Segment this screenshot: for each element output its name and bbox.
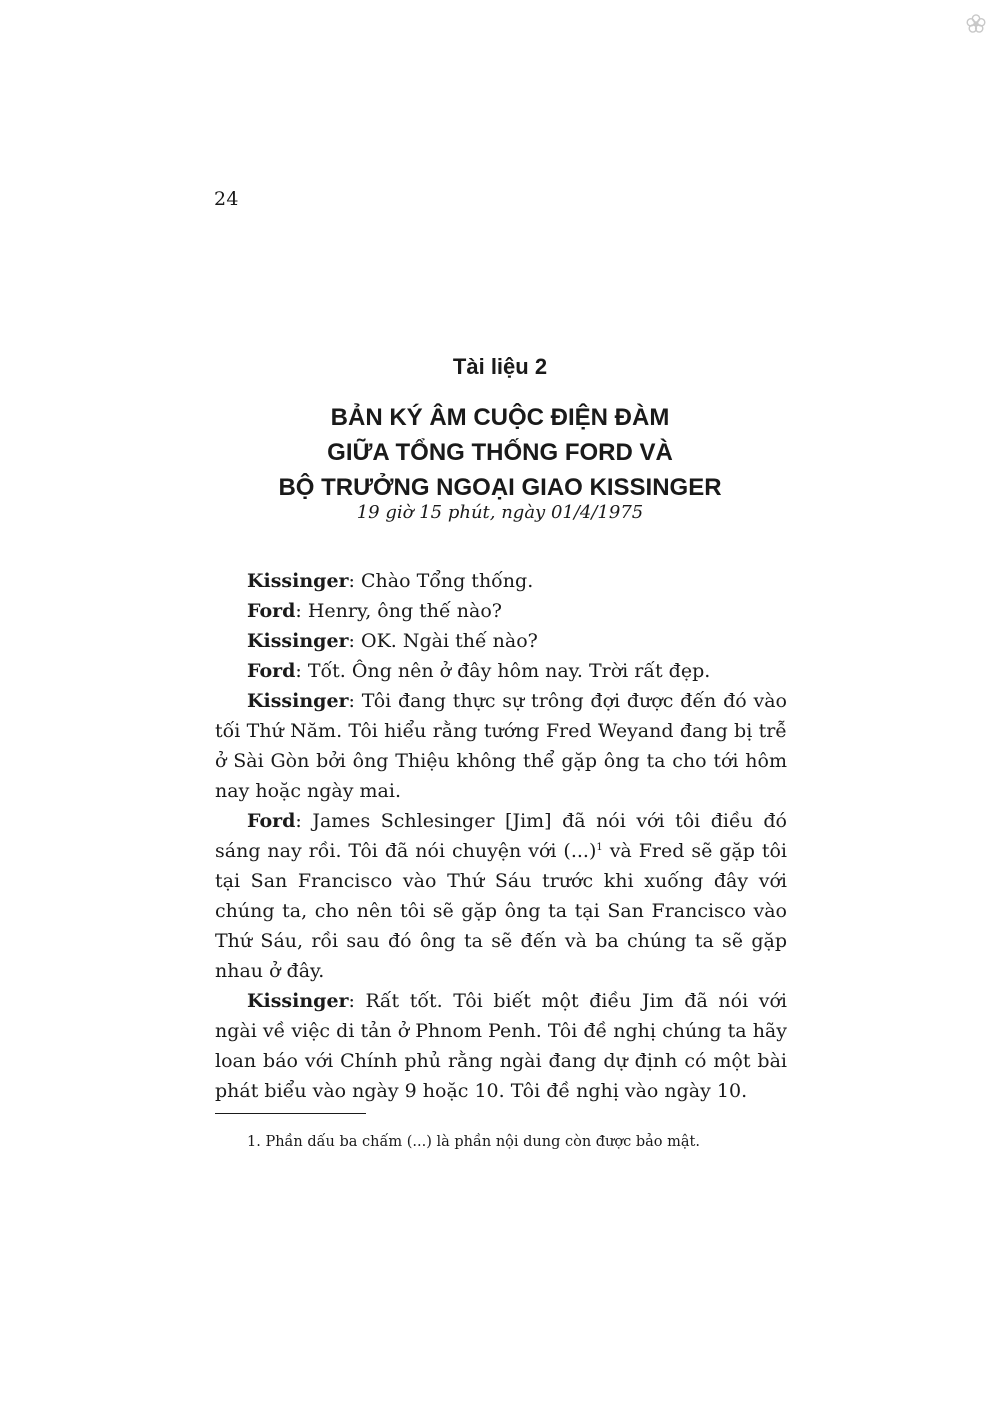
document-title bbox=[0, 400, 1000, 505]
speaker-name: Kissinger bbox=[247, 990, 349, 1012]
title-line: BỘ TRƯỞNG NGOẠI GIAO KISSINGER bbox=[278, 474, 722, 501]
dialogue-text: : Tốt. Ông nên ở đây hôm nay. Trời rất đẹp. bbox=[295, 660, 711, 682]
footnote: 1. Phần dấu ba chấm (...) là phần nội dung còn được bảo mật. bbox=[247, 1134, 700, 1150]
dialogue-line bbox=[215, 566, 787, 596]
speaker-name: Ford bbox=[247, 660, 296, 682]
dialogue-text: : James Schlesinger [Jim] đã nói với tôi điều đó sáng nay rồi. Tôi đã nói chuyện với (...) bbox=[215, 810, 787, 862]
dialogue-line bbox=[215, 626, 787, 656]
speaker-name: Ford bbox=[247, 600, 296, 622]
title-line: GIỮA TỔNG THỐNG FORD VÀ bbox=[327, 439, 673, 466]
dialogue-line bbox=[215, 686, 787, 806]
speaker-name: Kissinger bbox=[247, 570, 349, 592]
dialogue-text: và Fred sẽ gặp tôi tại San Francisco vào Thứ Sáu trước khi xuống đây với chúng ta, cho nên tôi sẽ gặp ông ta tại San Francisco vào Thứ Sáu, rồi sau đó ông ta sẽ đến và ba chúng ta sẽ gặp nhau ở đây. bbox=[215, 840, 787, 982]
dialogue-text: : Henry, ông thế nào? bbox=[295, 600, 502, 622]
dialogue-line bbox=[215, 806, 787, 986]
dialogue-text: : Rất tốt. Tôi biết một điều Jim đã nói với ngài về việc di tản ở Phnom Penh. Tôi đề nghị chúng ta hãy loan báo với Chính phủ rằng ngài đang dự định có một bài phát biểu vào ngày 9 hoặc 10. Tôi đề nghị vào ngày 10. bbox=[215, 990, 787, 1102]
document-subtitle: 19 giờ 15 phút, ngày 01/4/1975 bbox=[356, 502, 644, 523]
speaker-name: Ford bbox=[247, 810, 296, 832]
dialogue-line bbox=[215, 656, 787, 686]
speaker-name: Kissinger bbox=[247, 690, 349, 712]
page-number: 24 bbox=[214, 188, 239, 210]
flower-ornament-icon bbox=[964, 12, 988, 36]
dialogue-text: : Tôi đang thực sự trông đợi được đến đó vào tối Thứ Năm. Tôi hiểu rằng tướng Fred Weyand đang bị trễ ở Sài Gòn bởi ông Thiệu không thể gặp ông ta cho tới hôm nay hoặc ngày mai. bbox=[215, 690, 787, 802]
dialogue-text: : OK. Ngài thế nào? bbox=[348, 630, 538, 652]
dialogue-line bbox=[215, 596, 787, 626]
document-label: Tài liệu 2 bbox=[452, 354, 548, 379]
dialogue-line bbox=[215, 986, 787, 1106]
speaker-name: Kissinger bbox=[247, 630, 349, 652]
footnote-divider bbox=[215, 1113, 366, 1114]
transcript bbox=[215, 566, 787, 1106]
dialogue-text: : Chào Tổng thống. bbox=[348, 570, 534, 592]
footnote-reference: 1 bbox=[596, 842, 603, 853]
title-line: BẢN KÝ ÂM CUỘC ĐIỆN ĐÀM bbox=[330, 404, 670, 431]
